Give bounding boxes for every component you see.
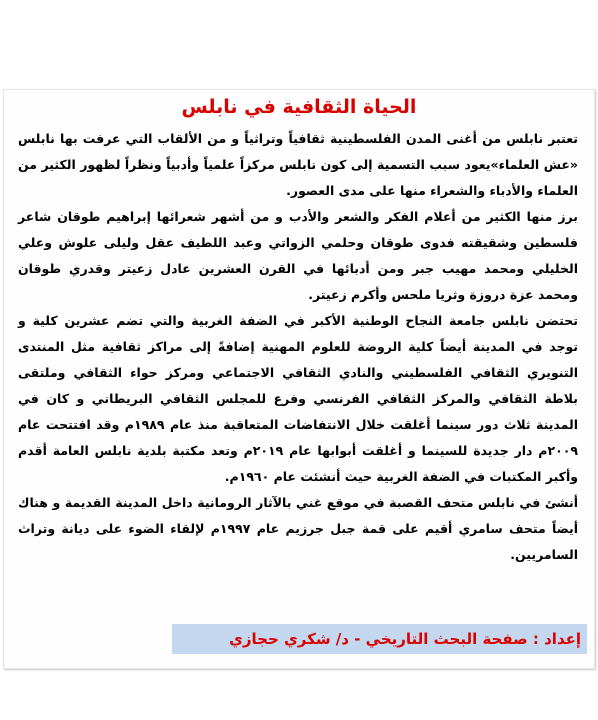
- article-card: [3, 89, 595, 669]
- paragraph-poets: برز منها الكثير من أعلام الفكر والشعر والأدب و من أشهر شعرائها إبراهيم طوقان شاعر فلسطين وشقيقته فدوى طوقان وحلمي الزواتي وعبد اللطيف عقل وليلى علوش وعلي الخليلي ومحمد مهيب جبر ومن أدبائها في القرن العشرين عادل زعيتر وقدري طوقان ومحمد عزة دروزة وثريا ملحس وأكرم زعيتر.: [18, 209, 578, 302]
- paragraph-intro: تعتبر نابلس من أغنى المدن الفلسطينية ثقافياً وتراثياً و من الألقاب التي عرفت بها نابلس «عش العلماء»يعود سبب التسمية إلى كون نابلس مركزاً علمياً وأدبياً ونظراً لظهور الكثير من العلماء والأدباء والشعراء منها على مدى العصور.: [18, 131, 578, 198]
- article-body: [18, 126, 578, 568]
- paragraph-museums: أنشئ في نابلس متحف القصبة في موقع غني بالآثار الرومانية داخل المدينة القديمة و هناك أيضاً متحف سامري أقيم على قمة جبل جرزيم عام ١٩٩٧م لإلقاء الضوء على ديانة وتراث السامريين.: [18, 495, 579, 562]
- paragraph-institutions: تحتضن نابلس جامعة النجاح الوطنية الأكبر في الضفة الغربية والتي تضم عشرين كلية و توجد في المدينة أيضاً كلية الروضة للعلوم المهنية إضافةً إلى مراكز ثقافية مثل المنتدى التنويري الثقافي الفلسطيني والنادي الثقافي الاجتماعي ومركز حواء الثقافي وملتقى بلاطة الثقافي والمركز الثقافي الفرنسي وفرع للمجلس الثقافي البريطاني و كان في المدينة ثلاث دور سينما أغلقت خلال الانتفاضات المتعاقبة منذ عام ١٩٨٩م وقد افتتحت عام ٢٠٠٩م دار جديدة للسينما و أغلقت أبوابها عام ٢٠١٩م وتعد مكتبة بلدية نابلس العامة أقدم وأكبر المكتبات في الضفة الغربية حيث أنشئت عام ١٩٦٠م.: [18, 313, 578, 484]
- article-title: الحياة الثقافية في نابلس: [181, 96, 417, 118]
- credit-banner: إعداد : صفحة البحث التاريخي - د/ شكري حجازي: [172, 624, 587, 654]
